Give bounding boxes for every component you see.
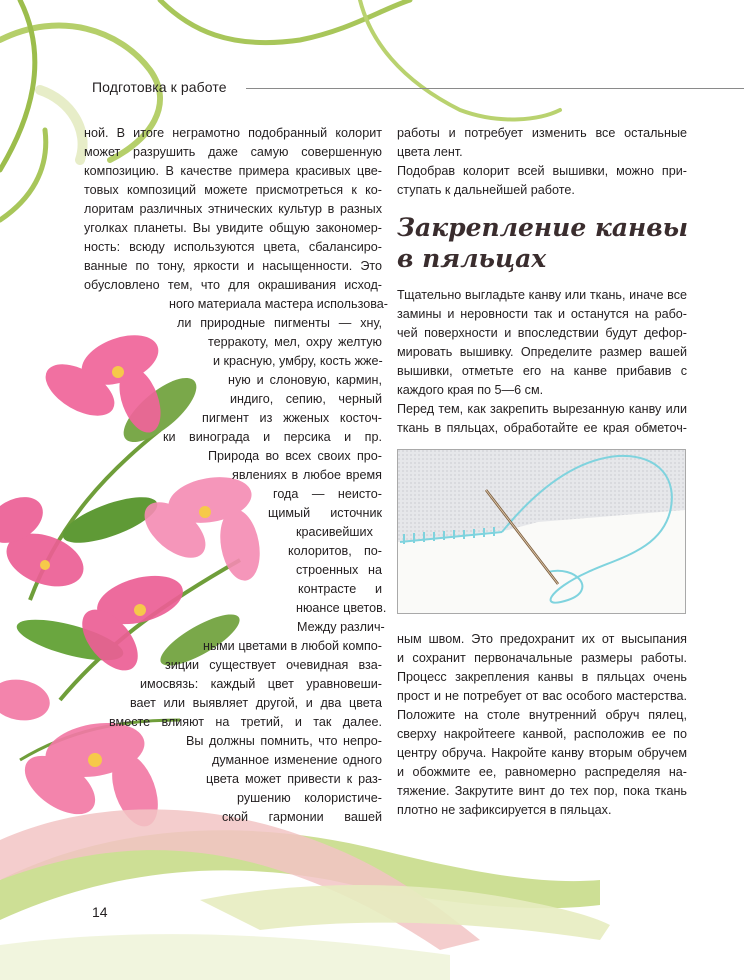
text-line: щимый источник	[268, 506, 382, 520]
text-line: Между различ-	[297, 620, 385, 634]
text-line: колоритов, по-	[288, 544, 382, 558]
text-line: цвета лент.	[397, 145, 463, 159]
section-title	[397, 212, 727, 274]
text-line: мировать вышивку. Определите размер вашей	[397, 345, 687, 359]
text-line: ной. В итоге неграмотно подобранный колорит	[84, 126, 382, 140]
header-rule	[246, 88, 744, 89]
text-line: замины и неровности так и останутся на рабо-	[397, 307, 687, 321]
text-line: лоритам различных этнических культур в разных	[84, 202, 382, 216]
right-column-intro-text	[397, 124, 687, 200]
text-line: и красную, умбру, кость жже-	[213, 354, 383, 368]
text-line: ную и слоновую, кармин,	[228, 373, 382, 387]
text-line: обусловлено тем, что для окрашивания исход-	[84, 278, 382, 292]
text-line: имосвязь: каждый цвет уравновеши-	[140, 677, 382, 691]
needle-with-thread-icon	[398, 450, 685, 613]
text-line: уголках планеты. Вы увидите общую закономер-	[84, 221, 382, 235]
text-line: думанное изменение одного	[212, 753, 382, 767]
text-line: и сохранит первоначальные размеры работы.	[397, 651, 687, 665]
text-line: ными цветами в любой компо-	[203, 639, 382, 653]
right-column-body-text	[397, 286, 687, 438]
text-line: плотно не зафиксируется в пяльцах.	[397, 803, 612, 817]
text-line: пигмент из жженых косточ-	[202, 411, 382, 425]
text-line: центру обруча. Накройте канву вторым обручем	[397, 746, 687, 760]
section-title-line-2: в пяльцах	[397, 244, 547, 273]
text-line: Вы должны помнить, что непро-	[186, 734, 382, 748]
text-line: ступать к дальнейшей работе.	[397, 183, 575, 197]
bottom-ribbon-decoration	[0, 809, 610, 980]
text-line: Тщательно выгладьте канву или ткань, иначе все	[397, 288, 687, 302]
running-header: Подготовка к работе	[92, 79, 227, 95]
text-line: сверху накройтееге канвой, расположив ее по	[397, 727, 687, 741]
section-title-line-1: Закрепление канвы	[397, 213, 689, 242]
text-line: строенных на	[296, 563, 382, 577]
text-line: ли природные пигменты — хну,	[177, 316, 382, 330]
text-line: красивейших	[296, 525, 373, 539]
text-line: нюансе цветов.	[296, 601, 387, 615]
text-line: товых композиций можете присмотреться к ко-	[84, 183, 382, 197]
text-line: ность: всюду используются цвета, сбалансиро-	[84, 240, 382, 254]
text-line: ки винограда и персика и пр.	[163, 430, 382, 444]
text-line: ванные по тону, яркости и насыщенности. Это	[84, 259, 382, 273]
text-line: явлениях в любое время	[232, 468, 382, 482]
right-column-continued-text	[397, 630, 687, 820]
text-line: контрасте и	[298, 582, 382, 596]
text-line: рушению колористиче-	[237, 791, 382, 805]
text-line: и обожмите ее, равномерно распределяя на-	[397, 765, 687, 779]
page-number: 14	[92, 904, 108, 920]
text-line: зиции существует очевидная вза-	[165, 658, 382, 672]
text-line: ской гармонии вашей	[222, 810, 382, 824]
text-line: ткань в пяльцах, обработайте ее края обметоч-	[397, 421, 687, 435]
text-line: тяжение. Закрутите винт до тех пор, пока ткань	[397, 784, 687, 798]
text-line: чей поверхности и впоследствии будут дефор-	[397, 326, 687, 340]
text-line: вместе влияют на третий, и так далее.	[109, 715, 382, 729]
text-line: индиго, сепию, черный	[230, 392, 382, 406]
text-line: ного материала мастера использова-	[169, 297, 388, 311]
needle-thread-photo	[397, 449, 686, 614]
text-line: терракоту, мел, охру желтую	[208, 335, 382, 349]
text-line: каждого края по 5—6 см.	[397, 383, 544, 397]
text-line: Процесс закрепления канвы в пяльцах очень	[397, 670, 687, 684]
text-line: Природа во всех своих про-	[208, 449, 382, 463]
text-line: вает или выявляет другой, и два цвета	[130, 696, 382, 710]
text-line: работы и потребует изменить все остальные	[397, 126, 687, 140]
text-line: Положите на столе внутренний обруч пялец,	[397, 708, 687, 722]
text-line: цвета может привести к раз-	[206, 772, 382, 786]
text-line: может разрушить даже самую совершенную	[84, 145, 382, 159]
text-line: композицию. В качестве примера красивых цве-	[84, 164, 382, 178]
text-line: ным швом. Это предохранит их от высыпания	[397, 632, 687, 646]
left-column-text	[84, 124, 388, 827]
text-line: вышивки, отметьте его на канве прибавив с	[397, 364, 687, 378]
text-line: прост и не потребует от вас особого мастерства.	[397, 689, 687, 703]
text-line: Перед тем, как закрепить вырезанную канву или	[397, 402, 687, 416]
text-line: года — неисто-	[273, 487, 382, 501]
text-line: Подобрав колорит всей вышивки, можно при-	[397, 164, 687, 178]
